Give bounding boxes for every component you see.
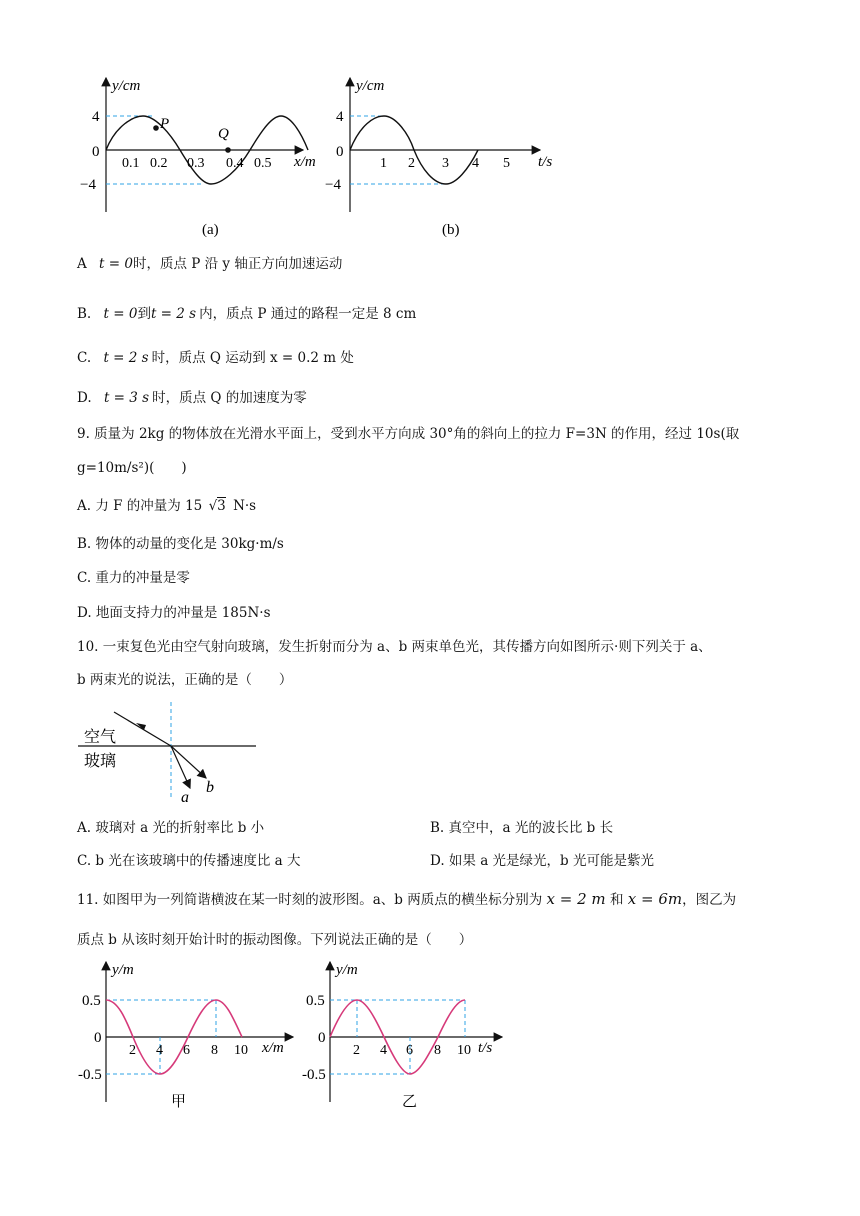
figure-caption: (a) bbox=[202, 222, 219, 238]
x-axis-label: t/s bbox=[478, 1040, 493, 1056]
x-tick: 0.5 bbox=[254, 156, 272, 171]
glass-label: 玻璃 bbox=[84, 753, 117, 770]
incident-ray bbox=[114, 712, 171, 746]
x-tick: 0.3 bbox=[187, 156, 205, 171]
y-axis-label: y/m bbox=[336, 962, 358, 978]
air-label: 空气 bbox=[84, 729, 117, 746]
ray-a bbox=[171, 746, 190, 788]
figure-caption: (b) bbox=[442, 222, 460, 238]
y-tick-bottom: -0.5 bbox=[302, 1067, 326, 1083]
q8-option-b: B. t = 0到t = 2 s 内，质点 P 通过的路程一定是 8 cm bbox=[77, 306, 417, 322]
q10-option-d: D. 如果 a 光是绿光，b 光可能是紫光 bbox=[430, 853, 654, 869]
x-tick: 4 bbox=[156, 1043, 163, 1058]
y-tick-top: 0.5 bbox=[82, 993, 101, 1009]
x-tick: 0.1 bbox=[122, 156, 140, 171]
x-tick: 6 bbox=[406, 1043, 413, 1058]
origin-label: 0 bbox=[94, 1030, 102, 1046]
refraction-figure bbox=[78, 700, 268, 810]
x-tick: 8 bbox=[434, 1043, 441, 1058]
q11-stem-line2: 质点 b 从该时刻开始计时的振动图像。下列说法正确的是（ ） bbox=[77, 932, 473, 948]
y-tick-bottom: −4 bbox=[80, 177, 96, 193]
y-axis-label: y/m bbox=[112, 962, 134, 978]
x-tick: 4 bbox=[472, 156, 479, 171]
point-p-label: P bbox=[160, 116, 170, 132]
q10-option-b: B. 真空中，a 光的波长比 b 长 bbox=[430, 820, 614, 836]
x-axis-label: x/m bbox=[294, 154, 316, 170]
q9-option-d: D. 地面支持力的冲量是 185N·s bbox=[77, 605, 271, 621]
q9-stem-line1: 9. 质量为 2kg 的物体放在光滑水平面上，受到水平方向成 30°角的斜向上的拉力 F=3N 的作用，经过 10s(取 bbox=[77, 426, 740, 442]
y-tick-top: 4 bbox=[92, 109, 100, 125]
y-tick-top: 0.5 bbox=[306, 993, 325, 1009]
x-tick: 4 bbox=[380, 1043, 387, 1058]
x-tick: 2 bbox=[408, 156, 415, 171]
q9-option-b: B. 物体的动量的变化是 30kg·m/s bbox=[77, 536, 284, 552]
x-tick: 3 bbox=[442, 156, 449, 171]
y-axis-label: y/cm bbox=[356, 78, 385, 94]
figure-8b bbox=[325, 70, 568, 245]
q9-stem-line2: g=10m/s²)( ) bbox=[77, 460, 187, 476]
q10-option-c: C. b 光在该玻璃中的传播速度比 a 大 bbox=[77, 853, 301, 869]
point-q bbox=[225, 147, 231, 153]
figure-11-yi bbox=[302, 958, 527, 1108]
y-tick-bottom: -0.5 bbox=[78, 1067, 102, 1083]
figure-caption: 甲 bbox=[171, 1093, 187, 1110]
x-axis-label: x/m bbox=[262, 1040, 284, 1056]
point-q-label: Q bbox=[218, 126, 229, 142]
q8-option-c: C. t = 2 s 时，质点 Q 运动到 x = 0.2 m 处 bbox=[77, 350, 354, 366]
q10-stem-line2: b 两束光的说法，正确的是（ ） bbox=[77, 672, 293, 688]
figure-caption: 乙 bbox=[402, 1093, 418, 1110]
ray-b bbox=[171, 746, 206, 778]
point-p bbox=[153, 125, 159, 131]
y-axis-label: y/cm bbox=[112, 78, 141, 94]
origin-label: 0 bbox=[92, 144, 100, 160]
x-axis-label: t/s bbox=[538, 154, 553, 170]
x-tick: 2 bbox=[353, 1043, 360, 1058]
figure-8a bbox=[78, 70, 328, 245]
q9-option-c: C. 重力的冲量是零 bbox=[77, 570, 190, 586]
x-tick: 6 bbox=[183, 1043, 190, 1058]
q11-stem-line1: 11. 如图甲为一列简谐横波在某一时刻的波形图。a、b 两质点的横坐标分别为 x = 2 m 和 x = 6m，图乙为 bbox=[77, 890, 737, 908]
origin-label: 0 bbox=[336, 144, 344, 160]
x-tick: 0.2 bbox=[150, 156, 168, 171]
x-tick: 0.4 bbox=[226, 156, 244, 171]
q8-option-d: D. t = 3 s 时，质点 Q 的加速度为零 bbox=[77, 390, 307, 406]
q9-option-a: A. 力 F 的冲量为 15 √3 N·s bbox=[77, 498, 257, 514]
x-tick: 1 bbox=[380, 156, 387, 171]
q10-stem-line1: 10. 一束复色光由空气射向玻璃，发生折射而分为 a、b 两束单色光，其传播方向如图所示·则下列关于 a、 bbox=[77, 639, 712, 655]
x-tick: 10 bbox=[457, 1043, 471, 1058]
x-tick: 5 bbox=[503, 156, 510, 171]
sqrt-symbol: √ bbox=[208, 498, 218, 514]
figure-11-jia bbox=[78, 958, 303, 1108]
q8-option-a: A t = 0时，质点 P 沿 y 轴正方向加速运动 bbox=[77, 256, 343, 272]
y-tick-bottom: −4 bbox=[325, 177, 341, 193]
y-tick-top: 4 bbox=[336, 109, 344, 125]
x-tick: 10 bbox=[234, 1043, 248, 1058]
origin-label: 0 bbox=[318, 1030, 326, 1046]
x-tick: 8 bbox=[211, 1043, 218, 1058]
ray-b-label: b bbox=[206, 779, 214, 796]
ray-a-label: a bbox=[181, 789, 189, 806]
x-tick: 2 bbox=[129, 1043, 136, 1058]
q10-option-a: A. 玻璃对 a 光的折射率比 b 小 bbox=[77, 820, 265, 836]
